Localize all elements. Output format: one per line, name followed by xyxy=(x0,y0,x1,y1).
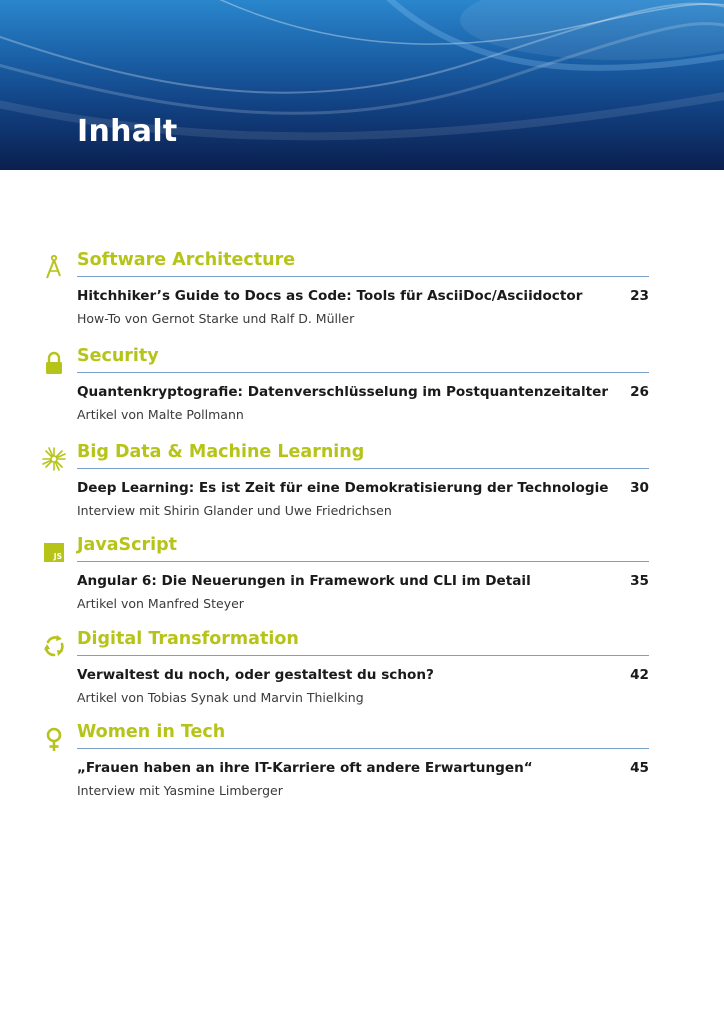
compass-icon xyxy=(41,254,67,280)
article-title[interactable]: Angular 6: Die Neuerungen in Framework und CLI im Detail xyxy=(77,573,531,589)
toc-section-women-in-tech xyxy=(0,722,724,822)
section-divider xyxy=(77,655,649,656)
article-author: Interview mit Yasmine Limberger xyxy=(77,783,283,798)
padlock-icon xyxy=(41,350,67,376)
section-divider xyxy=(77,561,649,562)
burst-icon xyxy=(41,446,67,472)
article-title[interactable]: Quantenkryptografie: Datenverschlüsselung im Postquantenzeitalter xyxy=(77,384,609,400)
js-icon-label: JS xyxy=(53,552,62,561)
section-divider xyxy=(77,372,649,373)
article-author: How-To von Gernot Starke und Ralf D. Müller xyxy=(77,311,355,326)
section-heading: Software Architecture xyxy=(77,250,296,270)
toc-section-big-data xyxy=(0,442,724,542)
toc-section-software-architecture xyxy=(0,250,724,350)
toc-section-javascript xyxy=(0,535,724,635)
article-author: Artikel von Malte Pollmann xyxy=(77,407,244,422)
page-number: 30 xyxy=(630,480,649,496)
page-title: Inhalt xyxy=(77,114,178,149)
section-heading: Women in Tech xyxy=(77,722,226,742)
js-icon xyxy=(41,539,67,565)
header-banner xyxy=(0,0,724,170)
toc-section-security xyxy=(0,346,724,446)
article-author: Interview mit Shirin Glander und Uwe Friedrichsen xyxy=(77,503,392,518)
page-number: 45 xyxy=(630,760,649,776)
page-number: 35 xyxy=(630,573,649,589)
recycle-arrows-icon xyxy=(41,633,67,659)
section-heading: Security xyxy=(77,346,159,366)
article-title[interactable]: Hitchhiker’s Guide to Docs as Code: Tools für AsciiDoc/Asciidoctor xyxy=(77,288,583,304)
page-number: 26 xyxy=(630,384,649,400)
section-divider xyxy=(77,276,649,277)
article-title[interactable]: „Frauen haben an ihre IT-Karriere oft andere Erwartungen“ xyxy=(77,760,533,776)
section-divider xyxy=(77,468,649,469)
toc-section-digital-transformation xyxy=(0,629,724,729)
section-heading: Digital Transformation xyxy=(77,629,299,649)
page-number: 23 xyxy=(630,288,649,304)
page-number: 42 xyxy=(630,667,649,683)
section-heading: Big Data & Machine Learning xyxy=(77,442,365,462)
section-divider xyxy=(77,748,649,749)
article-title[interactable]: Verwaltest du noch, oder gestaltest du schon? xyxy=(77,667,434,683)
female-symbol-icon xyxy=(41,726,67,752)
article-author: Artikel von Tobias Synak und Marvin Thielking xyxy=(77,690,364,705)
article-title[interactable]: Deep Learning: Es ist Zeit für eine Demokratisierung der Technologie xyxy=(77,480,609,496)
article-author: Artikel von Manfred Steyer xyxy=(77,596,244,611)
section-heading: JavaScript xyxy=(77,535,178,555)
